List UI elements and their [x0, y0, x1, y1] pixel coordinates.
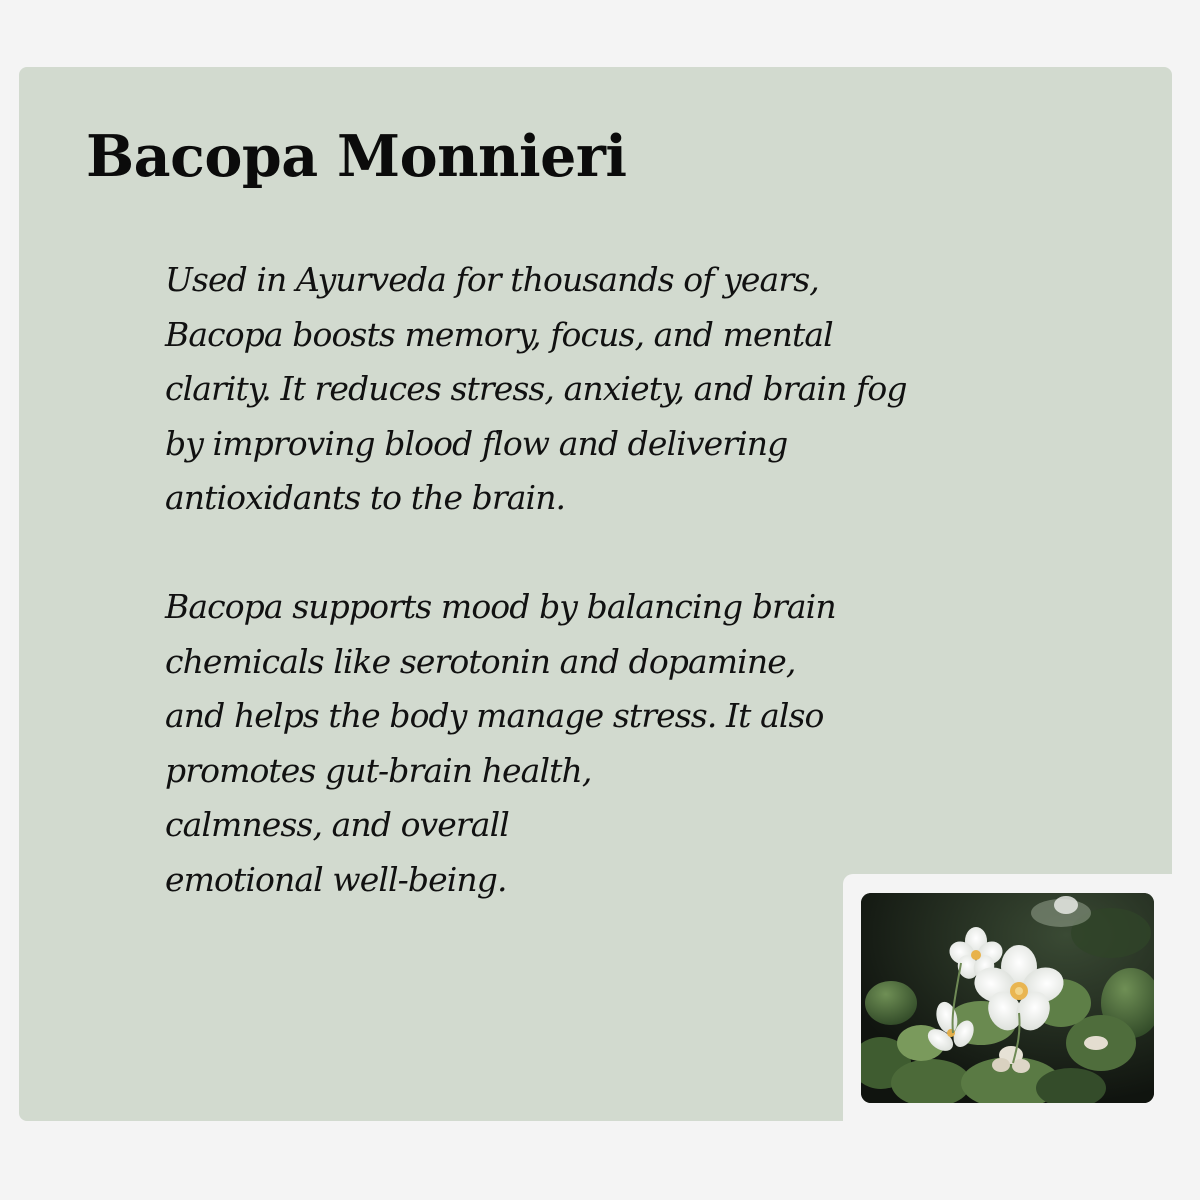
photo-frame — [843, 874, 1172, 1121]
text-line: antioxidants to the brain. — [165, 478, 566, 517]
paragraph-mood — [165, 580, 1045, 907]
text-line: emotional well-being. — [165, 859, 507, 899]
paragraph-benefits — [165, 253, 1045, 526]
text-line: Bacopa supports mood by balancing brain — [165, 587, 836, 626]
flower-illustration — [861, 893, 1154, 1103]
text-line: promotes gut-brain health, — [165, 750, 592, 790]
text-line: Used in Ayurveda for thousands of years, — [165, 260, 819, 299]
bacopa-flower-photo — [861, 893, 1154, 1103]
text-line: Bacopa boosts memory, focus, and mental — [165, 314, 833, 354]
text-line: chemicals like serotonin and dopamine, — [165, 641, 796, 681]
card-body — [165, 253, 1045, 907]
text-line: clarity. It reduces stress, anxiety, and brain fog — [165, 369, 907, 408]
card-title: Bacopa Monnieri — [86, 123, 627, 190]
text-line: calmness, and overall — [165, 805, 509, 844]
text-line: by improving blood flow and delivering — [165, 423, 788, 463]
text-line: and helps the body manage stress. It also — [165, 696, 824, 735]
